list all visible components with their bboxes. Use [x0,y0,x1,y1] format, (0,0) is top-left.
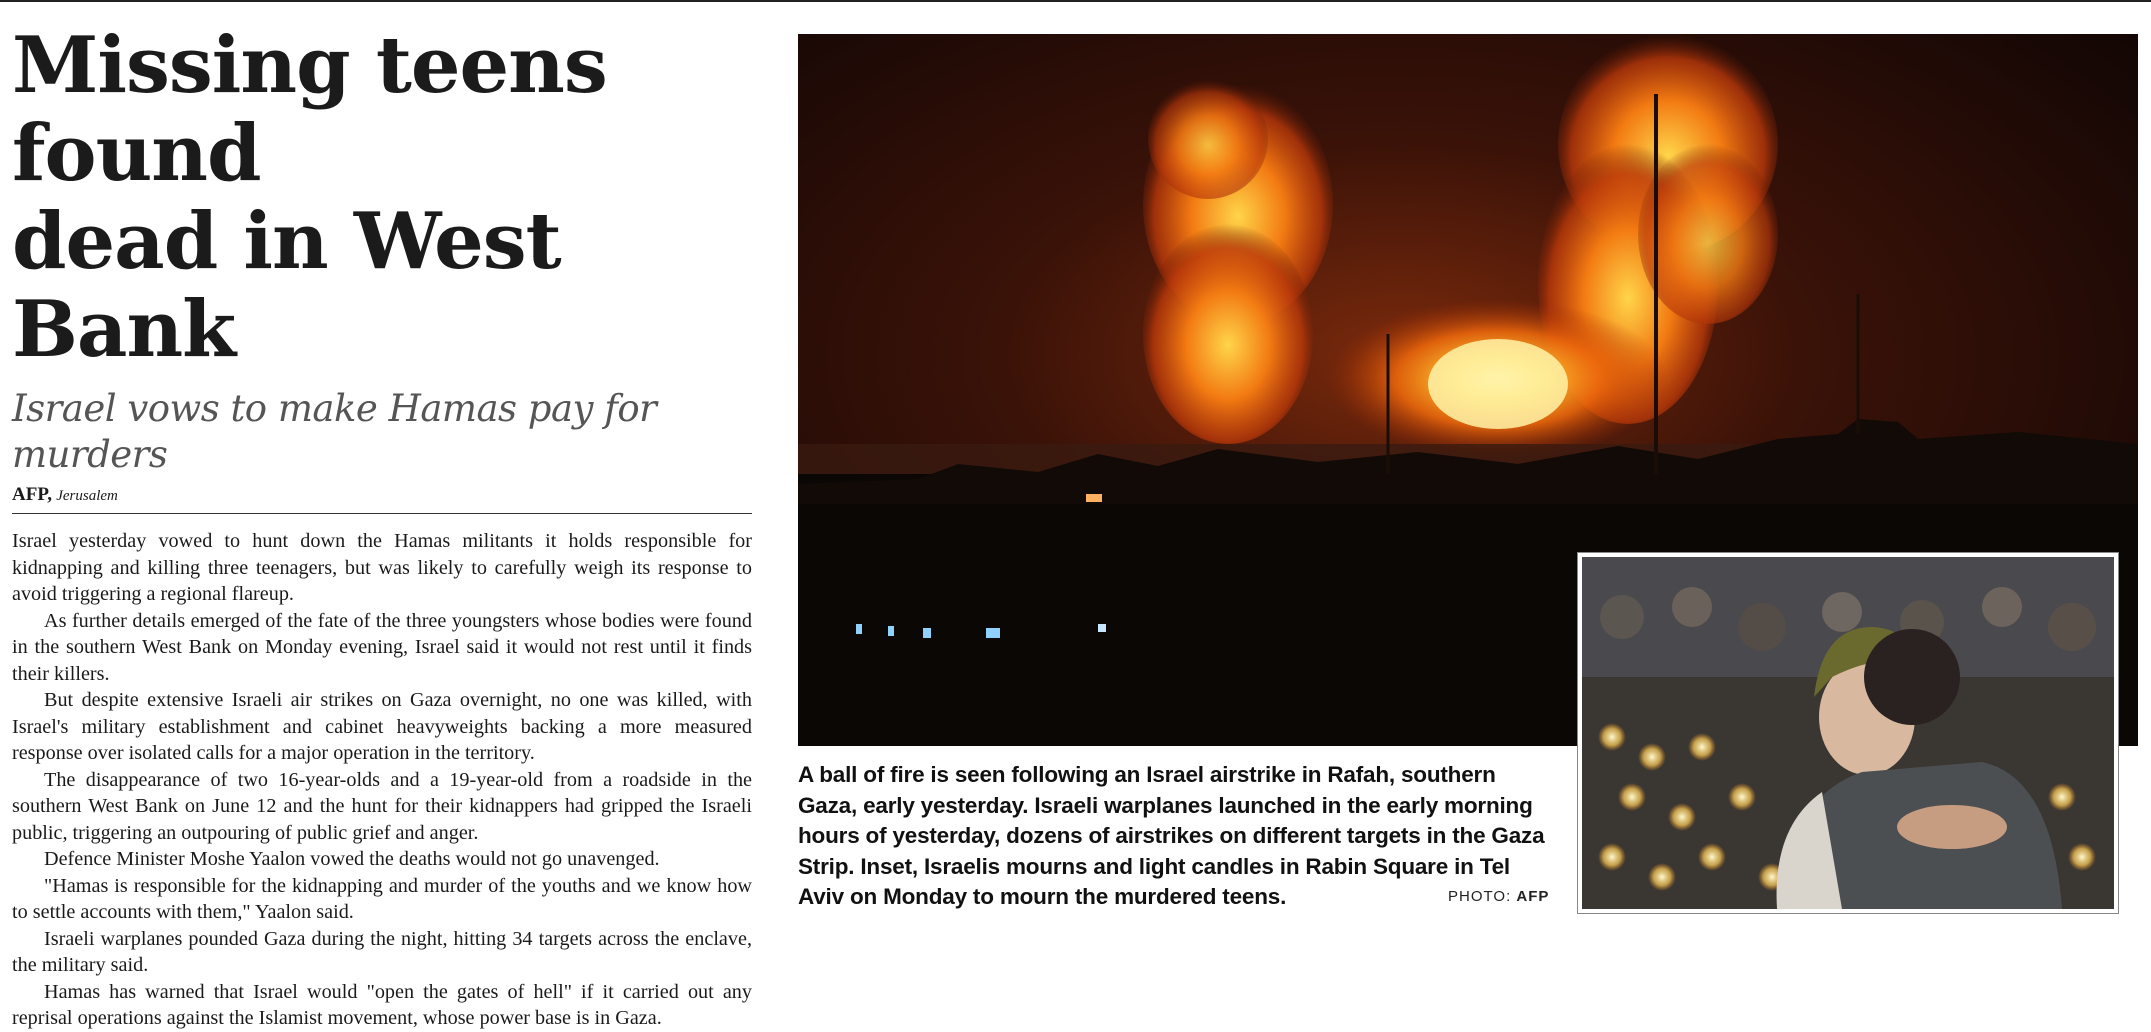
headline-line-1: Missing teens found [12,20,607,199]
photo-credit [1448,888,1549,905]
byline-place: Jerusalem [56,488,118,504]
paragraph: Hamas has warned that Israel would "open the gates of hell" if it carried out any reprisal operations against the Islamist movement, whose power base is in Gaza. [12,980,752,1029]
paragraph: Defence Minister Moshe Yaalon vowed the deaths would not go unavenged. [44,848,660,870]
photo-credit-source: AFP [1516,888,1550,905]
paragraph: Israeli warplanes pounded Gaza during the night, hitting 34 targets across the enclave, the military said. [12,927,752,976]
article-column [12,22,752,1032]
vigil-inset-photo [1578,553,2118,913]
paragraph: The disappearance of two 16-year-olds and a 19-year-old from a roadside in the southern West Bank on June 12 and the hunt for their kidnappers had gripped the Israeli public, triggering an outpouring of public grief and anger. [12,768,752,844]
paragraph: Israel yesterday vowed to hunt down the Hamas militants it holds responsible for kidnapping and killing three teenagers, but was likely to carefully weigh its response to avoid triggering a regional flareup. [12,530,752,605]
top-rule [0,0,2151,2]
paragraph: As further details emerged of the fate of the three youngsters whose bodies were found in the southern West Bank on Monday evening, Israel said it would not rest until it finds their killers. [12,609,752,685]
paragraph: But despite extensive Israeli air strikes on Gaza overnight, no one was killed, with Israel's military establishment and cabinet heavyweights backing a more measured response over isolated calls for a major operation in the territory. [12,689,752,764]
vigil-inset-illustration [1582,557,2114,909]
article-body [12,528,752,1032]
headline-line-2: dead in West Bank [12,196,561,375]
byline [12,484,752,514]
byline-agency: AFP, [12,484,52,505]
subheadline: Israel vows to make Hamas pay for murders [12,387,657,476]
headline [12,22,752,374]
photo-credit-label: PHOTO: [1448,888,1512,905]
photo-caption: A ball of fire is seen following an Israel airstrike in Rafah, southern Gaza, early yesterday. Israeli warplanes launched in the early morning hours of yesterday, dozens of airstrikes on different targets in the Gaza Strip. Inset, Israelis mourns and light candles in Rabin Square in Tel Aviv on Monday to mourn the murdered teens. [798,762,1545,909]
paragraph: "Hamas is responsible for the kidnapping and murder of the youths and we know how to settle accounts with them," Yaalon said. [12,874,752,923]
